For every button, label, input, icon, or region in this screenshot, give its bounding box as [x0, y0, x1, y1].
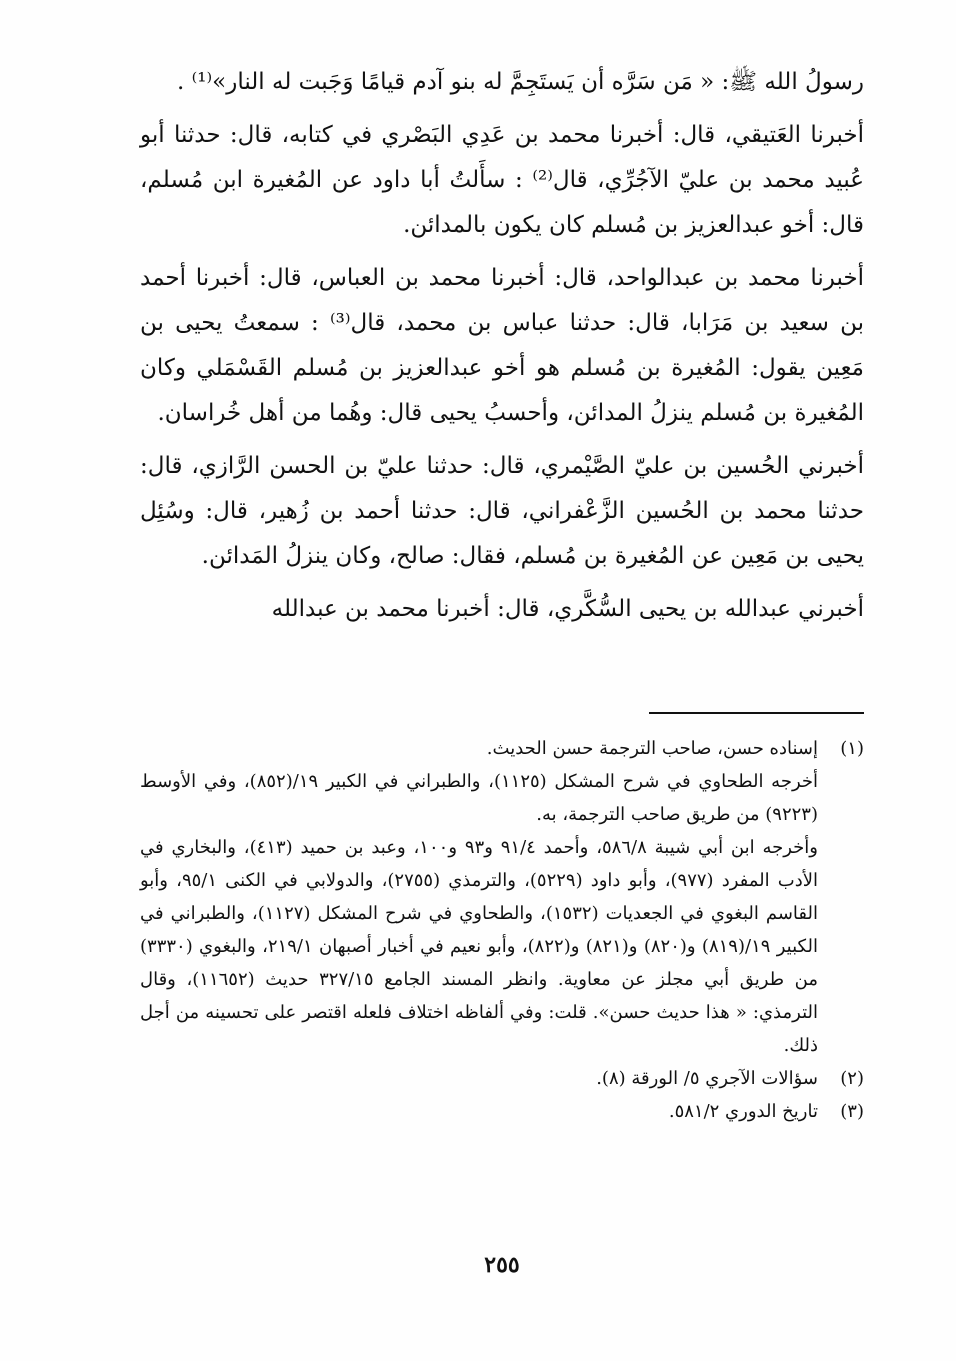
- footnote-text: [140, 732, 818, 1062]
- footnote-1: [140, 732, 864, 1062]
- paragraph-5: أخبرني عبدالله بن يحيى السُّكَّري، قال: أخبرنا محمد بن عبدالله: [271, 596, 864, 622]
- footnote-divider: [649, 712, 864, 714]
- page-number: ٢٥٥: [484, 1252, 520, 1278]
- footnote-line: وأخرجه ابن أبي شيبة ٥٨٦/٨، وأحمد ٩١/٤ و٩٣ و١٠٠، وعبد بن حميد (٤١٣)، والبخاري في الأدب المفرد (٩٧٧)، وأبو داود (٥٢٢٩)، والترمذي (٢٧٥٥)، والدولابي في الكنى ٩٥/١، وأبو القاسم البغوي في الجعديات (١٥٣٢)، والطحاوي في شرح المشكل (١١٢٧)، والطبراني في الكبير ١٩/(٨١٩) و(٨٢٠) و(٨٢١) و(٨٢٢)، وأبو نعيم في أخبار أصبهان ٢١٩/١، والبغوي (٣٣٣٠) من طريق أبي مجلز عن معاوية. وانظر المسند الجامع ٣٢٧/١٥ حديث (١١٦٥٢)، وقال الترمذي: « هذا حديث حسن». قلت: وفي ألفاظه اختلاف فلعله اقتصر على تحسينه من أجل ذلك.: [140, 837, 818, 1056]
- paragraph-4: أخبرني الحُسين بن عليّ الصَّيْمري، قال: حدثنا عليّ بن الحسن الرَّازي، قال: حدثنا محمد بن الحُسين الزَّعْفراني، قال: حدثنا أحمد بن زُهير، قال: وسُئِل يحيى بن مَعِين عن المُغيرة بن مُسلم، فقال: صالح، وكان ينزلُ المَدائن.: [140, 453, 864, 569]
- footnote-line: سؤالات الآجري ٥/ الورقة (٨).: [596, 1068, 818, 1089]
- paragraph-2: أخبرنا العَتيقي، قال: أخبرنا محمد بن عَدِي البَصْري في كتابه، قال: حدثنا أبو عُبيد محمد بن عليّ الآجُرِّي، قال⁽²⁾ : سأَلتُ أبا داود عن المُغيرة ابن مُسلم، قال: أخو عبدالعزيز بن مُسلم كان يكون بالمدائن.: [140, 122, 864, 238]
- footnote-number: (٣): [840, 1101, 864, 1122]
- paragraph-1: رسولُ الله ﷺ: « مَن سَرَّه أن يَستَجِمَّ له بنو آدم قيامًا وَجَبت له النار»⁽¹⁾ .: [177, 69, 864, 95]
- main-text: [140, 60, 864, 632]
- footnote-line: إسناده حسن، صاحب الترجمة حسن الحديث.: [486, 738, 818, 759]
- footnote-2: [140, 1062, 864, 1095]
- footnote-3: [140, 1095, 864, 1128]
- footnotes: [140, 732, 864, 1128]
- footnote-number: (٢): [840, 1068, 864, 1089]
- footnote-text: [140, 1095, 818, 1128]
- footnote-line: أخرجه الطحاوي في شرح المشكل (١١٢٥)، والطبراني في الكبير ١٩/(٨٥٢)، وفي الأوسط (٩٢٢٣) من طريق صاحب الترجمة، به.: [140, 771, 819, 825]
- book-page: [140, 60, 864, 1320]
- footnote-text: [140, 1062, 818, 1095]
- footnote-number: (١): [840, 738, 864, 759]
- paragraph-3: أخبرنا محمد بن عبدالواحد، قال: أخبرنا محمد بن العباس، قال: أخبرنا أحمد بن سعيد بن مَرَابا، قال: حدثنا عباس بن محمد، قال⁽³⁾ : سمعتُ يحيى بن مَعِين يقول: المُغيرة بن مُسلم هو أخو عبدالعزيز بن مُسلم القَسْمَلي وكان المُغيرة بن مُسلم ينزلُ المدائن، وأحسبُ يحيى قال: وهُما من أهل خُراسان.: [140, 265, 864, 426]
- footnote-line: تاريخ الدوري ٥٨١/٢.: [668, 1101, 818, 1122]
